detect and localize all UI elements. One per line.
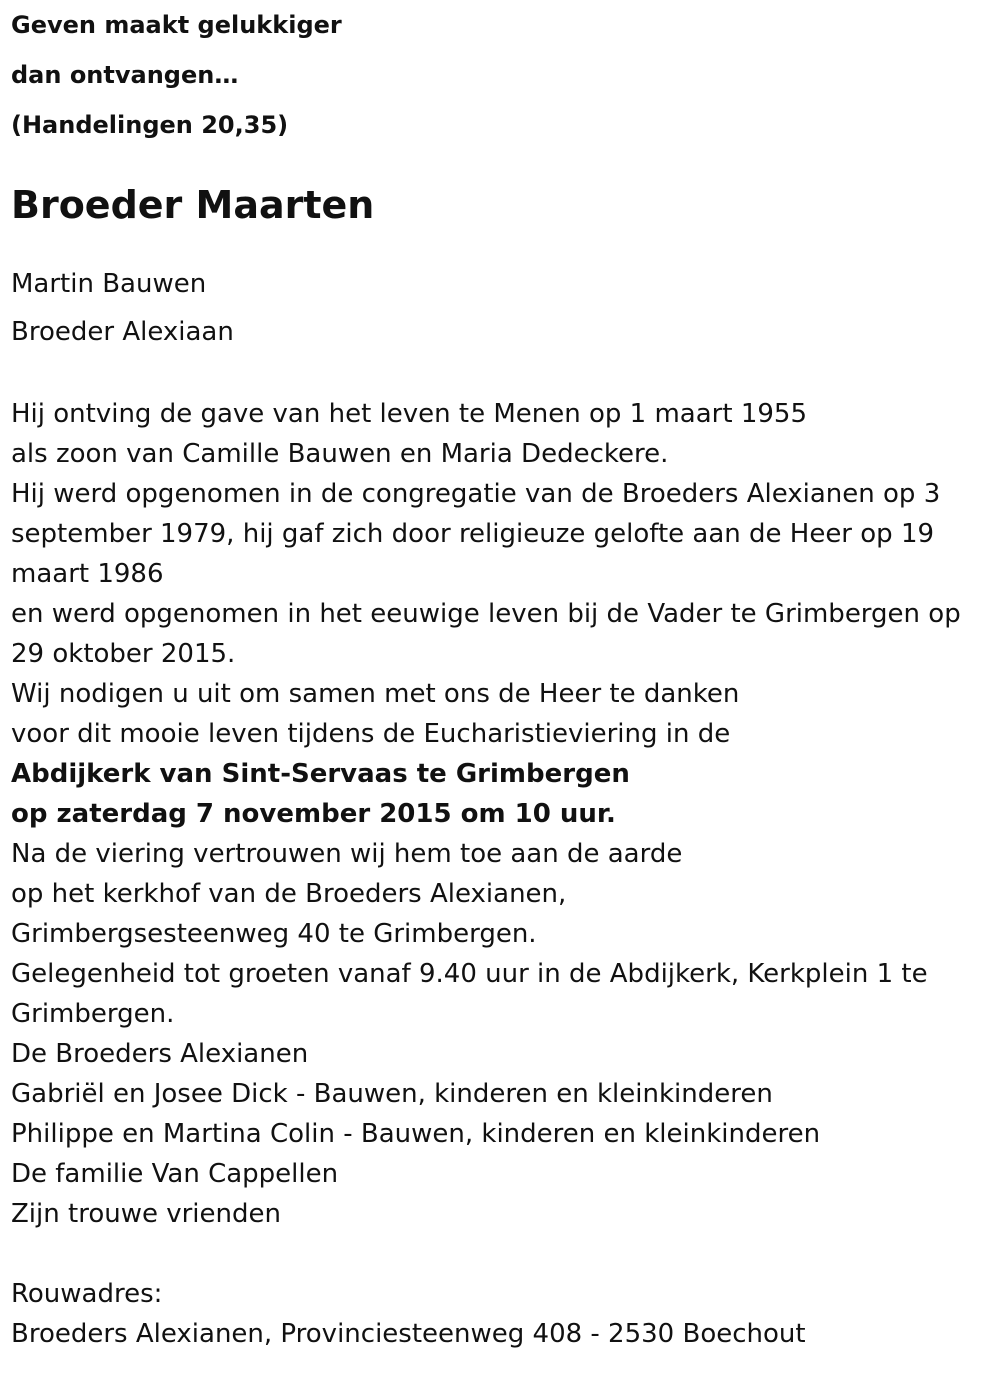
mourner-line: Zijn trouwe vrienden: [11, 1199, 281, 1229]
address-value: Broeders Alexianen, Provinciesteenweg 408 - 2530 Boechout: [11, 1319, 806, 1349]
mourner-line: De familie Van Cappellen: [11, 1159, 339, 1189]
body-line: Grimbergsesteenweg 40 te Grimbergen.: [11, 919, 537, 949]
quote-reference: (Handelingen 20,35): [11, 111, 289, 139]
body-line: op het kerkhof van de Broeders Alexianen,: [11, 879, 567, 909]
address-label: Rouwadres:: [11, 1279, 163, 1309]
body-line: Gelegenheid tot groeten vanaf 9.40 uur in de Abdijkerk, Kerkplein 1 te: [11, 959, 928, 989]
deceased-title: Broeder Maarten: [11, 183, 375, 227]
body-line: september 1979, hij gaf zich door religieuze gelofte aan de Heer op 19: [11, 519, 935, 549]
body-line: als zoon van Camille Bauwen en Maria Dedeckere.: [11, 439, 669, 469]
body-line: Wij nodigen u uit om samen met ons de Heer te danken: [11, 679, 740, 709]
quote-line-1: Geven maakt gelukkiger: [11, 11, 342, 39]
service-date: op zaterdag 7 november 2015 om 10 uur.: [11, 799, 616, 829]
body-line: Grimbergen.: [11, 999, 175, 1029]
spacer: [11, 1234, 996, 1274]
body-line: Hij werd opgenomen in de congregatie van de Broeders Alexianen op 3: [11, 479, 941, 509]
quote-line-2: dan ontvangen…: [11, 61, 239, 89]
mourner-line: Gabriël en Josee Dick - Bauwen, kinderen en kleinkinderen: [11, 1079, 773, 1109]
body-line: en werd opgenomen in het eeuwige leven bij de Vader te Grimbergen op: [11, 599, 961, 629]
body-line: maart 1986: [11, 559, 164, 589]
identity-block: [11, 260, 996, 356]
body-line: Na de viering vertrouwen wij hem toe aan de aarde: [11, 839, 683, 869]
church-name: Abdijkerk van Sint-Servaas te Grimbergen: [11, 759, 630, 789]
obituary-notice: [11, 0, 996, 1354]
bible-quote: [11, 0, 996, 150]
mourner-line: Philippe en Martina Colin - Bauwen, kinderen en kleinkinderen: [11, 1119, 821, 1149]
civil-name: Martin Bauwen: [11, 269, 207, 299]
body-line: Hij ontving de gave van het leven te Menen op 1 maart 1955: [11, 399, 807, 429]
religious-role: Broeder Alexiaan: [11, 317, 234, 347]
body-line: 29 oktober 2015.: [11, 639, 236, 669]
body-line: voor dit mooie leven tijdens de Eucharistieviering in de: [11, 719, 731, 749]
mourner-line: De Broeders Alexianen: [11, 1039, 309, 1069]
notice-body: [11, 394, 996, 1354]
